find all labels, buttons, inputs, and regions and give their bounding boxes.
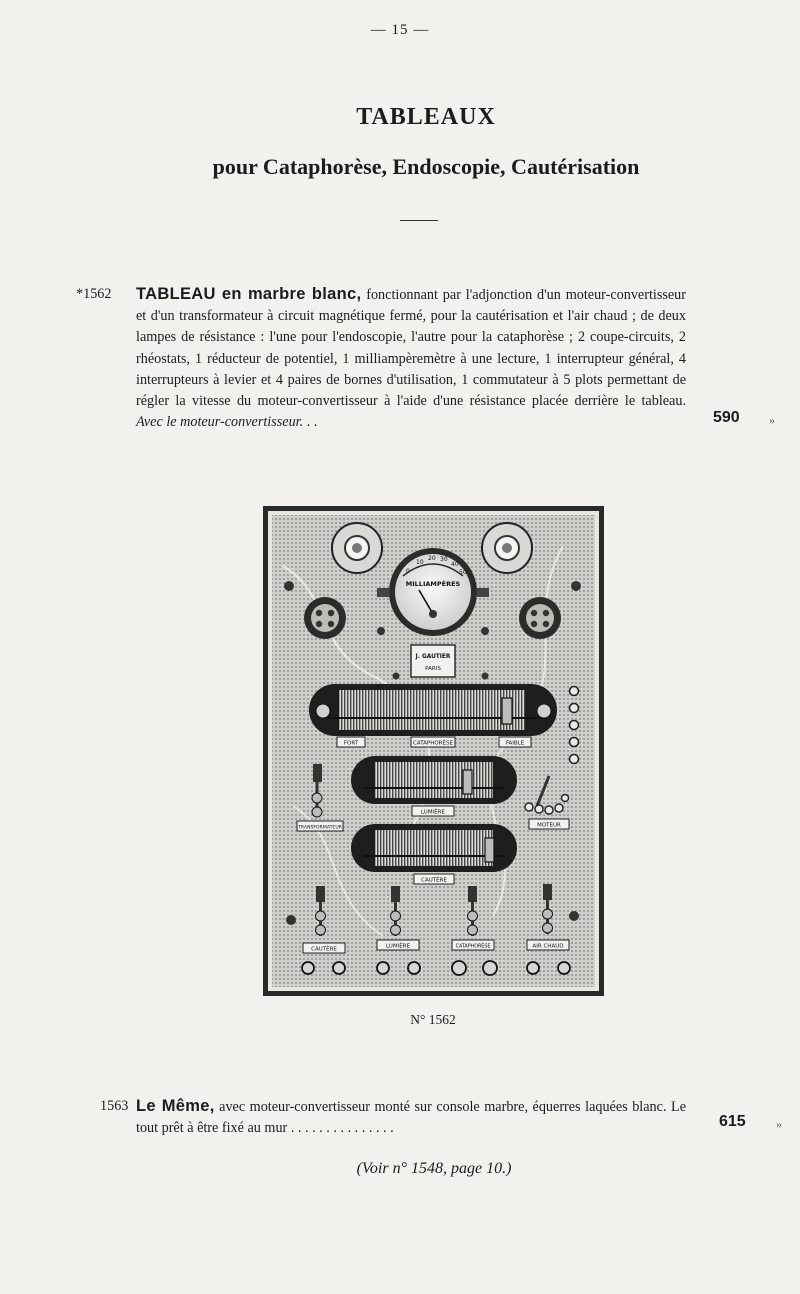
figure-caption: N° 1562 [410,1012,456,1027]
label-faible: FAIBLE [505,740,525,747]
meter-label: MILLIAMPÈRES [405,580,461,588]
maker-plate [411,645,455,677]
label-lumiere-mid: LUMIÈRE [421,809,445,816]
entry-note: Avec le moteur-convertisseur. [136,414,304,431]
ditto-mark: » [769,413,775,427]
entry-1563 [100,1096,686,1139]
cross-reference: (Voir n° 1548, page 10.) [356,1160,512,1177]
page-title: TABLEAUX [356,104,496,130]
dot-leader: . . [303,414,318,431]
ditto-mark: » [776,1117,782,1131]
maker-city: PARIS [425,666,441,672]
entry-1562 [76,284,686,433]
label-moteur: MOTEUR [537,822,561,829]
dot-leader: . . . . . . . . . . . . . . . [287,1120,394,1137]
price-1563: 615 [719,1113,746,1130]
fuse-right [519,597,561,639]
page-number: — 15 — [370,22,430,38]
page-subtitle: pour Cataphorèse, Endoscopie, Cautérisation [212,154,640,179]
label-air-chaud: AIR CHAUD [532,943,564,950]
meter-tick: 50 [459,569,467,576]
meter-tick: 30 [440,556,448,563]
label-fort: FORT [343,740,359,747]
label-cautere: CAUTÈRE [311,946,337,953]
entry-heading: TABLEAU en marbre blanc, [136,285,362,303]
label-cataphorese-bottom: CATAPHORÈSE [455,944,491,950]
meter-tick: 0 [406,568,410,575]
meter-tick: 10 [416,559,424,566]
entry-description: avec moteur-convertisseur monté sur console marbre, équerres laquées blanc. Le tout prêt à être fixé au mur [136,1099,686,1137]
entry-number: *1562 [76,286,112,302]
lamp-left [332,523,382,573]
entry-heading: Le Même, [136,1097,215,1115]
maker-name: J. GAUTIER [415,654,451,660]
meter-tick: 20 [428,555,436,562]
label-cataphorese: CATAPHORÈSE [413,740,453,747]
fuse-left [304,597,346,639]
entry-number: 1563 [100,1098,129,1114]
price-1562: 590 [713,409,740,426]
entry-description: fonctionnant par l'adjonction d'un moteur-convertisseur et d'un transformateur à circuit magnétique fermé, pour la cautérisation et l'air chaud ; de deux lampes de résistance : l'une pour l'endoscopie, l'autre pour la cataphorèse ; 2 coupe-circuits, 2 rhéostats, 1 réducteur de potentiel, 1 milliampèremètre à une lecture, 1 interrupteur général, 4 interrupteurs à levier et 4 paires de bornes d'utilisation, 1 commutateur à 5 plots permettant de régler la vitesse du moteur-convertisseur à l'aide d'une résistance placée derrière le tableau. [136,287,686,410]
label-cautere-mid: CAUTÈRE [421,877,447,884]
label-transformateur: TRANSFORMATEUR [298,825,342,831]
lamp-right [482,523,532,573]
meter-tick: 40 [451,561,459,568]
title-rule [400,220,438,221]
rheostat-main [309,684,557,736]
label-lumiere: LUMIÈRE [386,943,410,950]
rheostat-light [351,756,517,804]
panel-illustration [263,506,604,996]
rheostat-cautery [351,824,517,872]
